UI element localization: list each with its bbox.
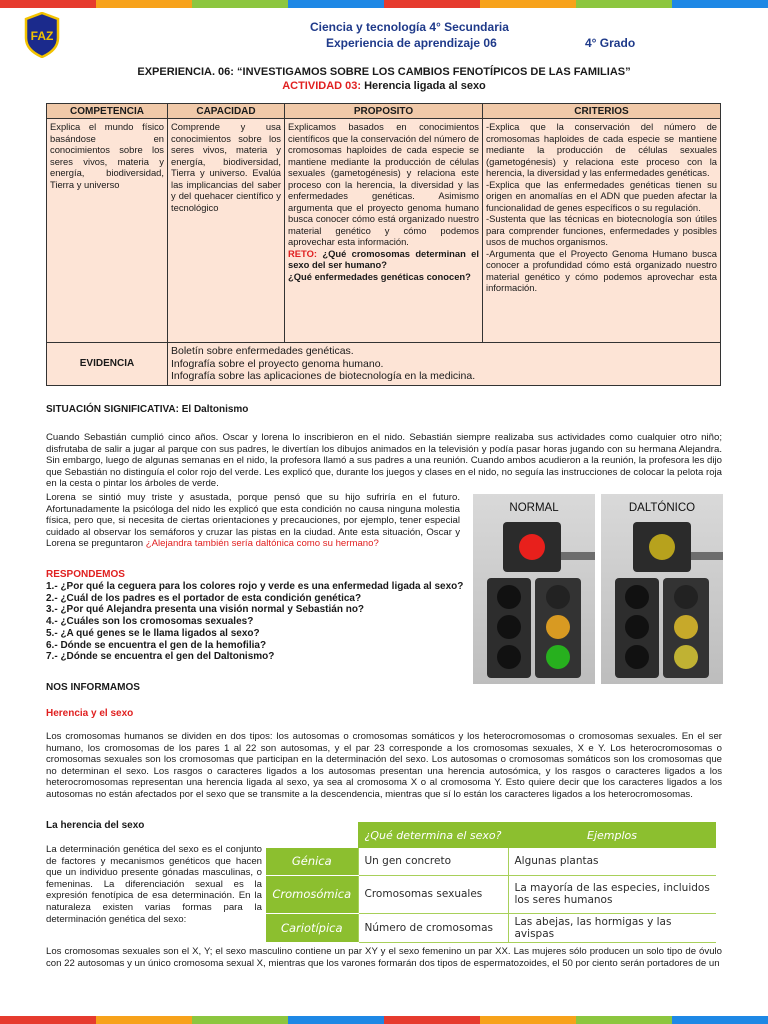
normal-panel	[473, 494, 595, 684]
evidencia-cell	[168, 343, 721, 386]
stripe-segment	[480, 0, 576, 8]
header-examples: Ejemplos	[508, 822, 716, 848]
type-cell: Cariotípica	[266, 913, 358, 942]
stripe-segment	[192, 1016, 288, 1024]
activity-label: ACTIVIDAD 03:	[282, 80, 362, 92]
table-header-row	[47, 104, 721, 119]
question-item: 6.- Dónde se encuentra el gen de la hemofilia?	[46, 639, 267, 651]
question-item: 1.- ¿Por qué la ceguera para los colores rojo y verde es una enfermedad ligada al sexo?	[46, 581, 464, 592]
header-competencia: COMPETENCIA	[47, 104, 168, 119]
situacion-question: ¿Alejandra también sería daltónica como su hermano?	[145, 538, 379, 550]
criterios-cell	[483, 119, 721, 343]
top-color-stripe	[0, 0, 768, 8]
header-criterios: CRITERIOS	[483, 104, 721, 119]
stripe-segment	[288, 0, 384, 8]
sex-determination-table	[266, 822, 716, 943]
determines-cell: Cromosomas sexuales	[358, 875, 508, 913]
criterio-item: -Argumenta que el Proyecto Genoma Humano busca conocer a profundidad cómo está organizado nuestro material genético y cómo podemos aprovechar esta información.	[486, 247, 717, 293]
school-logo	[22, 12, 62, 58]
evidencia-item: Boletín sobre enfermedades genéticas.	[171, 345, 354, 357]
herencia-sexo-title: La herencia del sexo	[46, 820, 145, 831]
traffic-lights-image	[473, 494, 723, 684]
situacion-paragraph-2-text: Lorena se sintió muy triste y asustada, porque pensó que su hijo sufriría en el futuro. Afortunadamente la psicóloga del nido les explicó que esta condición no causa ninguna molestia física, pero que, si necesita de ciertas orientaciones y precauciones, por ejemplo, tener especial cuidado al observar los semáforos y cruzar las pistas en la ciudad. Ante esta situación, Oscar y Lorena se preguntaron	[46, 492, 460, 550]
questions-list	[46, 581, 463, 663]
stripe-segment	[480, 1016, 576, 1024]
situacion-paragraph-2	[46, 492, 460, 550]
type-cell: Cromosómica	[266, 875, 358, 913]
criterio-item: -Sustenta que las técnicas en biotecnología son útiles para comprender funciones, enfermedades y posibles usos de muchos organismos.	[486, 213, 717, 247]
evidencia-item: Infografía sobre el proyecto genoma humano.	[171, 357, 384, 370]
table-row	[47, 119, 721, 343]
determines-cell: Un gen concreto	[358, 848, 508, 875]
grade-label: 4° Grado	[585, 36, 636, 50]
reto-block	[288, 248, 479, 271]
daltonico-label: DALTÓNICO	[628, 502, 696, 514]
type-cell: Génica	[266, 848, 358, 875]
informamos-title: NOS INFORMAMOS	[46, 682, 140, 693]
stripe-segment	[576, 0, 672, 8]
daltonico-panel	[601, 494, 723, 684]
evidencia-label: EVIDENCIA	[47, 343, 168, 386]
cromosomas-paragraph: Los cromosomas sexuales son el X, Y; el sexo masculino contiene un par XY y el sexo femenino un par XX. Las mujeres sólo producen un solo tipo de óvulo con 22 autosomas y un único cromosoma sexual X, mientras que los varones formarán dos tipos de espermatozoides, el 50 por ciento serán portadores de un	[46, 946, 722, 969]
stripe-segment	[96, 1016, 192, 1024]
normal-label: NORMAL	[509, 502, 559, 514]
proposito-cell	[285, 119, 483, 343]
evidencia-item: Infografía sobre las aplicaciones de biotecnología en la medicina.	[171, 370, 476, 382]
activity-text: Herencia ligada al sexo	[364, 80, 486, 92]
situacion-paragraph-1: Cuando Sebastián cumplió cinco años. Oscar y lorena lo inscribieron en el nido. Sebastián siempre realizaba sus actividades como cualquier otro niño; disfrutaba de salir a jugar al parque con sus padres, le divertían los dibujos animados en la televisión y podía pasar horas jugando con su hermana Alejandra. Sin embargo, luego de algunas semanas en el nido, la profesora llamó a sus padres a una reunión. Cuando ambos acudieron a la reunión, la profesora les dijo que Sebastián no distinguía el color rojo del verde. Les explicó que, durante los juegos y clases en el nido, no seguía las instrucciones de colocar la pelota roja en la cesta o pintar los árboles de verde.	[46, 432, 722, 490]
table-row	[266, 913, 716, 942]
respondemos-title: RESPONDEMOS	[46, 569, 125, 580]
stripe-segment	[384, 0, 480, 8]
header-determines: ¿Qué determina el sexo?	[358, 822, 508, 848]
stripe-segment	[96, 0, 192, 8]
stripe-segment	[0, 0, 96, 8]
stripe-segment	[0, 1016, 96, 1024]
header-capacidad: CAPACIDAD	[168, 104, 285, 119]
stripe-segment	[672, 0, 768, 8]
question-item: 7.- ¿Dónde se encuentra el gen del Daltonismo?	[46, 651, 275, 663]
herencia-sexo-paragraph: La determinación genética del sexo es el conjunto de factores y mecanismos genéticos que hacen que un individuo presente gónadas masculinas, o femeninas. La diferenciación sexual es la expresión fenotípica de esa determinación. En la naturaleza existen varias formas para la determinación genética del sexo:	[46, 844, 262, 925]
examples-cell: La mayoría de las especies, incluidos los seres humanos	[508, 875, 716, 913]
bottom-color-stripe	[0, 1016, 768, 1024]
examples-cell: Algunas plantas	[508, 848, 716, 875]
stripe-segment	[672, 1016, 768, 1024]
table-header-row	[266, 822, 716, 848]
informamos-paragraph: Los cromosomas humanos se dividen en dos tipos: los autosomas o cromosomas somáticos y los heterocromosomas o cromosomas sexuales. En el ser humano, los cromosomas de los pares 1 al 22 son autosomas, y el par 23 corresponde a los cromosomas sexuales, X e Y. Los heterocromosomas o cromosomas sexuales son los cromosomas que participan en la determinación del sexo. Los autosomas o cromosomas somáticos son los cromosomas que no determinan el sexo. Los rasgos o caracteres ligados a los autosomas presentan una herencia autosómica, y los rasgos o caracteres ligados a los heterocromosomas representan una herencia ligada al sexo, ya sea al cromosoma X o al cromosoma Y. Esto quiere decir que los caracteres ligados a los autosomas no están afectados por el sexo que se transmite a la descendencia, mientras que sí lo están los caracteres ligados a los heterocromosomas.	[46, 731, 722, 800]
question-item: 5.- ¿A qué genes se le llama ligados al sexo?	[46, 627, 260, 639]
competencia-cell: Explica el mundo físico basándose en conocimientos sobre los seres vivos, materia y energía, biodiversidad, Tierra y universo	[47, 119, 168, 343]
reto-question-2: ¿Qué enfermedades genéticas conocen?	[288, 270, 471, 282]
competency-table	[46, 103, 721, 386]
experience-subtitle: Experiencia de aprendizaje 06	[326, 36, 497, 50]
stripe-segment	[384, 1016, 480, 1024]
criterio-item: -Explica que las enfermedades genéticas tienen su origen en anomalías en el ADN que pueden afectar la funcionalidad de genes específicos o su regulación.	[486, 178, 717, 213]
stripe-segment	[288, 1016, 384, 1024]
determines-cell: Número de cromosomas	[358, 913, 508, 942]
table-row	[266, 848, 716, 875]
course-title: Ciencia y tecnología 4° Secundaria	[310, 20, 509, 34]
reto-label: RETO:	[288, 247, 317, 259]
question-item: 2.- ¿Cuál de los padres es el portador de esta condición genética?	[46, 592, 362, 604]
blank-header	[266, 822, 358, 848]
question-item: 3.- ¿Por qué Alejandra presenta una visión normal y Sebastián no?	[46, 604, 365, 616]
question-item: 4.- ¿Cuáles son los cromosomas sexuales?	[46, 616, 254, 628]
logo-text: FAZ	[30, 29, 54, 43]
experience-title: EXPERIENCIA. 06: “INVESTIGAMOS SOBRE LOS CAMBIOS FENOTÍPICOS DE LAS FAMILIAS”	[137, 66, 631, 78]
herencia-subtitle: Herencia y el sexo	[46, 708, 134, 719]
situacion-title: SITUACIÓN SIGNIFICATIVA: El Daltonismo	[46, 404, 249, 415]
stripe-segment	[576, 1016, 672, 1024]
proposito-text: Explicamos basados en conocimientos científicos que la conservación del número de cromosomas haploides de cada especie se mantiene mediante la producción de células sexuales (gametogénesis) y relaciona este proceso con la herencia, la diversidad y las enfermedades genéticas. Asimismo argumenta que el proyecto genoma humano busca conocer cómo está organizado nuestro material genético y cómo podemos aprovechar esta información.	[288, 121, 479, 247]
activity-title	[0, 80, 768, 92]
evidence-row	[47, 343, 721, 386]
examples-cell: Las abejas, las hormigas y las avispas	[508, 913, 716, 942]
header-proposito: PROPOSITO	[285, 104, 483, 119]
reto-question-1: ¿Qué cromosomas determinan el sexo del ser humano?	[288, 247, 480, 270]
table-row	[266, 875, 716, 913]
criterio-item: -Explica que la conservación del número de cromosomas haploides de cada especie se mantiene mediante la producción de células sexuales (gametogénesis) y relaciona este proceso con la herencia, la diversidad y las enfermedades genéticas.	[486, 121, 717, 178]
stripe-segment	[192, 0, 288, 8]
capacidad-cell: Comprende y usa conocimientos sobre los seres vivos, materia y energía, biodiversidad, Tierra y universo. Evalúa las implicancias del saber y del quehacer científico y tecnológico	[168, 119, 285, 343]
